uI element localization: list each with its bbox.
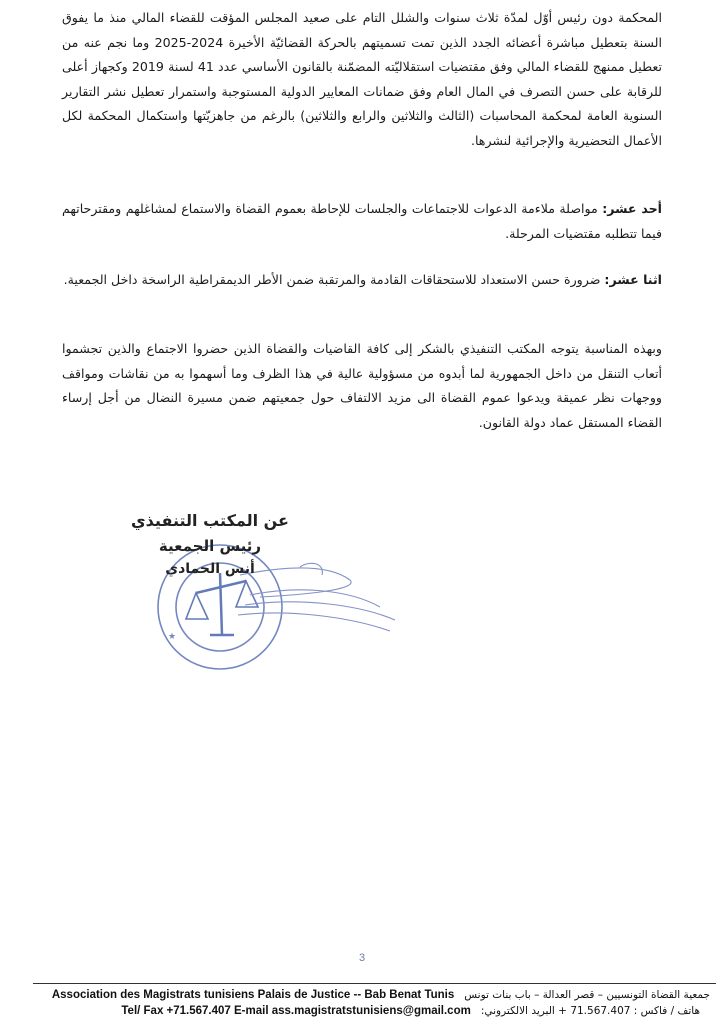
signature-office: عن المكتب التنفيذي: [131, 511, 289, 530]
footer-contact: [121, 1005, 700, 1017]
footer-address-fr: Association des Magistrats tunisiens Palais de Justice -- Bab Benat Tunis: [51, 989, 455, 1001]
signature-title: رئيس الجمعية: [158, 537, 262, 555]
paragraph-court-paralysis: [62, 6, 662, 153]
footer-address: [52, 989, 710, 1001]
item-twelve-text: ضرورة حسن الاستعداد للاستحقاقات القادمة والمرتقبة ضمن الأطر الديمقراطية الراسخة داخل الجمعية.: [63, 272, 605, 287]
paragraph-text: وبهذه المناسبة يتوجه المكتب التنفيذي بالشكر إلى كافة القاضيات والقضاة الذين حضروا الاجتماع والذين تجشموا أتعاب التنقل من داخل الجمهورية لما أبدوه من مسؤولية عالية في هذا الظرف وما أسهموا به من نقاشات ومواقف ووجهات نظر عميقة ويدعوا عموم القضاة الى مزيد الالتفاف حول جمعيتهم ضمن مسيرة النضال من أجل إرساء القضاء المستقل عماد دولة القانون.: [62, 341, 662, 430]
item-twelve-label: اثنا عشر:: [604, 272, 662, 287]
item-eleven-label: أحد عشر:: [602, 201, 662, 216]
page-number: 3: [358, 952, 366, 964]
stamp-star-icon: ★: [168, 632, 177, 642]
footer-address-ar: جمعية القضاة التونسيين – قصر العدالة – باب بنات تونس: [464, 989, 710, 1001]
footer-divider: [33, 983, 716, 984]
paragraph-eleven: [62, 197, 662, 246]
paragraph-twelve: [62, 268, 662, 293]
footer-contact-fr: Tel/ Fax +71.567.407 E-mail ass.magistratstunisiens@gmail.com: [121, 1005, 471, 1017]
scales-of-justice-icon: [186, 573, 258, 635]
footer-contact-ar: هاتف / فاكس : 71.567.407 + البريد الالكتروني:: [480, 1005, 700, 1017]
signature-block: [110, 508, 310, 580]
item-eleven-text: مواصلة ملاءمة الدعوات للاجتماعات والجلسات للإحاطة بعموم القضاة والاستماع لمشاغلهم ومقترحاتهم فيما تتطلبه مقتضيات المرحلة.: [62, 201, 662, 241]
signature-name: أنس الحمادي: [165, 561, 255, 577]
paragraph-text: المحكمة دون رئيس أوّل لمدّة ثلاث سنوات والشلل التام على صعيد المجلس المؤقت للقضاء المالي منذ ما يفوق السنة بتعطيل مباشرة أعضائه الجدد الذين تمت تسميتهم بالحركة القضائيّة الأخيرة 2024-2025 وما نجم عنه من تعطيل ممنهج للقضاء المالي وفق مقتضيات استقلاليّته المضمّنة بالقانون الأساسي عدد 41 لسنة 2019 وكجهاز أعلى للرقابة على حسن التصرف في المال العام وفق ضمانات المعايير الدولية المستوجبة واستمرار تعطيل نشر التقارير السنوية العامة لمحكمة المحاسبات (الثالث والثلاثين والرابع والثلاثين) بالرغم من جاهزيّتها واستكمال المحكمة لكل الأعمال التحضيرية والإجرائية لنشرها.: [62, 10, 662, 148]
paragraph-thanks: [62, 337, 662, 435]
